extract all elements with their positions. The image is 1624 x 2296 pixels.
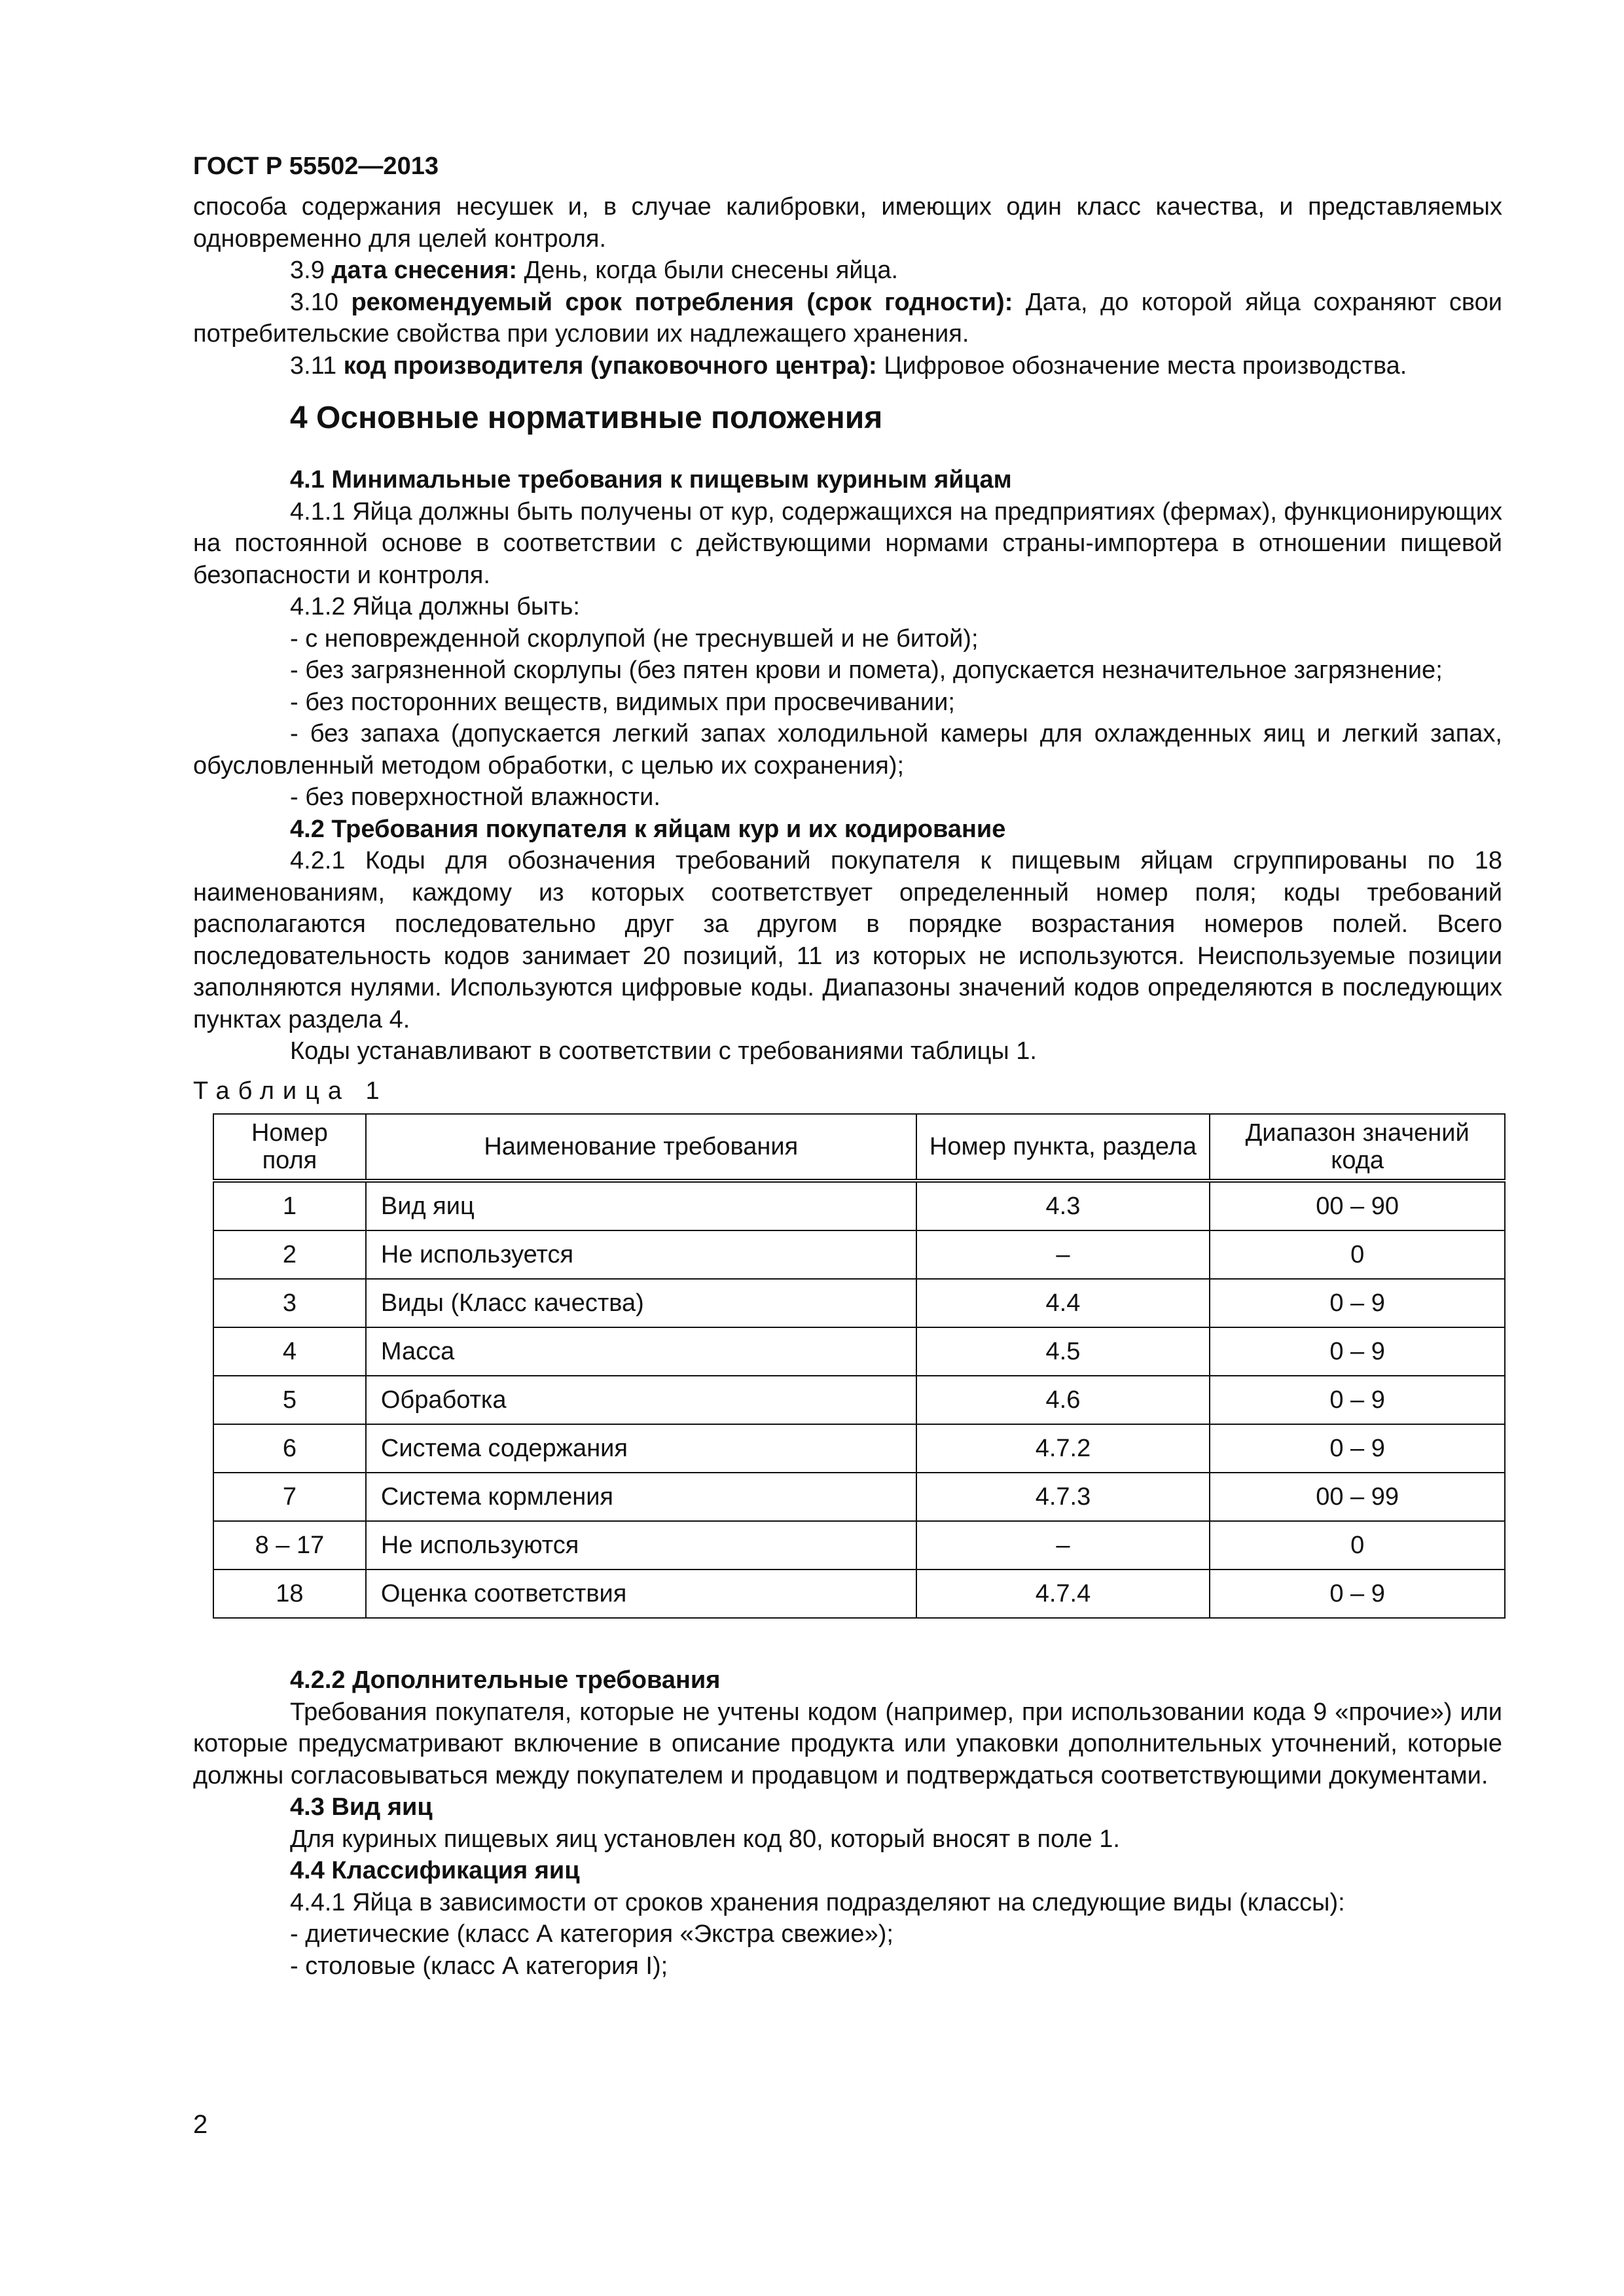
table-cell: 00 – 99 bbox=[1210, 1473, 1505, 1521]
paragraph-4-2-1-b: Коды устанавливают в соответствии с требованиями таблицы 1. bbox=[290, 1037, 1037, 1065]
section-4-3-title: 4.3 Вид яиц bbox=[290, 1793, 433, 1821]
table-row bbox=[213, 1521, 1505, 1570]
table-cell: Масса bbox=[366, 1327, 916, 1376]
requirements-table bbox=[213, 1113, 1506, 1619]
section-4-2-2-title: 4.2.2 Дополнительные требования bbox=[290, 1666, 721, 1694]
table-cell: Система содержания bbox=[366, 1424, 916, 1473]
section-4-title: 4 Основные нормативные положения bbox=[290, 401, 883, 435]
paragraph-3-10: 3.10 рекомендуемый срок потребления (срок годности): Дата, до которой яйца сохраняют свои потребительские свойства при условии их надлежащего хранения. bbox=[193, 288, 1502, 348]
paragraph-3-11: 3.11 код производителя (упаковочного центра): Цифровое обозначение места производства. bbox=[290, 351, 1407, 380]
table-row bbox=[213, 1376, 1505, 1424]
table-caption: Таблица 1 bbox=[193, 1077, 388, 1105]
table-cell: Не используется bbox=[366, 1230, 916, 1279]
table-cell: 0 – 9 bbox=[1210, 1279, 1505, 1327]
document-page bbox=[193, 151, 1502, 1982]
table-row bbox=[213, 1230, 1505, 1279]
table-header-cell: Номер поля bbox=[213, 1114, 366, 1181]
table-cell: 4.7.2 bbox=[916, 1424, 1210, 1473]
list-item: - столовые (класс А категория I); bbox=[290, 1952, 668, 1980]
paragraph-4-2-2: Требования покупателя, которые не учтены кодом (например, при использовании кода 9 «прочие») или которые предусматривают включение в описание продукта или упаковки дополнительных уточнений, которые должны согласовываться между покупателем и продавцом и подтверждаться соответствующими документами. bbox=[193, 1698, 1502, 1789]
table-cell: 0 – 9 bbox=[1210, 1570, 1505, 1618]
table-cell: 3 bbox=[213, 1279, 366, 1327]
table-cell: 4.6 bbox=[916, 1376, 1210, 1424]
paragraph-4-3: Для куриных пищевых яиц установлен код 80, который вносят в поле 1. bbox=[290, 1825, 1120, 1853]
table-row bbox=[213, 1279, 1505, 1327]
table-cell: Оценка соответствия bbox=[366, 1570, 916, 1618]
list-item: - без посторонних веществ, видимых при просвечивании; bbox=[290, 688, 955, 716]
table-cell: Не используются bbox=[366, 1521, 916, 1570]
page-number: 2 bbox=[193, 2110, 208, 2139]
table-header-cell: Номер пункта, раздела bbox=[916, 1114, 1210, 1181]
table-row bbox=[213, 1473, 1505, 1521]
table-cell: 4.7.4 bbox=[916, 1570, 1210, 1618]
table-header-cell: Диапазон значений кода bbox=[1210, 1114, 1505, 1181]
table-cell: 0 – 9 bbox=[1210, 1376, 1505, 1424]
table-header-row bbox=[213, 1114, 1505, 1181]
list-item: - диетические (класс А категория «Экстра свежие»); bbox=[290, 1920, 893, 1948]
table-row bbox=[213, 1570, 1505, 1618]
table-cell: – bbox=[916, 1521, 1210, 1570]
list-item: - без загрязненной скорлупы (без пятен крови и помета), допускается незначительное загрязнение; bbox=[290, 656, 1443, 684]
table-cell: 4.7.3 bbox=[916, 1473, 1210, 1521]
table-cell: 18 bbox=[213, 1570, 366, 1618]
table-cell: 4 bbox=[213, 1327, 366, 1376]
table-cell: Обработка bbox=[366, 1376, 916, 1424]
term-3-10: рекомендуемый срок потребления (срок годности): bbox=[351, 288, 1013, 316]
table-row bbox=[213, 1181, 1505, 1230]
table-cell: 00 – 90 bbox=[1210, 1181, 1505, 1230]
table-cell: – bbox=[916, 1230, 1210, 1279]
section-4-2-title: 4.2 Требования покупателя к яйцам кур и их кодирование bbox=[290, 815, 1006, 843]
section-4-1-title: 4.1 Минимальные требования к пищевым куриным яйцам bbox=[290, 466, 1012, 493]
paragraph-continuation: способа содержания несушек и, в случае калибровки, имеющих один класс качества, и представляемых одновременно для целей контроля. bbox=[193, 193, 1502, 253]
paragraph-3-9: 3.9 дата снесения: День, когда были снесены яйца. bbox=[290, 257, 899, 284]
document-header: ГОСТ Р 55502—2013 bbox=[193, 152, 439, 180]
table-header-cell: Наименование требования bbox=[366, 1114, 916, 1181]
table-cell: Вид яиц bbox=[366, 1181, 916, 1230]
paragraph-4-4-1: 4.4.1 Яйца в зависимости от сроков хранения подразделяют на следующие виды (классы): bbox=[290, 1888, 1345, 1916]
table-cell: Система кормления bbox=[366, 1473, 916, 1521]
table-cell: 4.3 bbox=[916, 1181, 1210, 1230]
table-cell: Виды (Класс качества) bbox=[366, 1279, 916, 1327]
list-item: - без поверхностной влажности. bbox=[290, 783, 660, 811]
table-cell: 4.5 bbox=[916, 1327, 1210, 1376]
list-item: - без запаха (допускается легкий запах холодильной камеры для охлажденных яиц и легкий запах, обусловленный методом обработки, с целью их сохранения); bbox=[193, 720, 1502, 780]
paragraph-4-2-1: 4.2.1 Коды для обозначения требований покупателя к пищевым яйцам сгруппированы по 18 наименованиям, каждому из которых соответствует определенный номер поля; коды требований располагаются последовательно друг за другом в порядке возрастания номеров полей. Всего последовательность кодов занимает 20 позиций, 11 из которых не используются. Неиспользуемые позиции заполняются нулями. Используются цифровые коды. Диапазоны значений кодов определяются в последующих пунктах раздела 4. bbox=[193, 847, 1502, 1033]
section-4-4-title: 4.4 Классификация яиц bbox=[290, 1857, 580, 1884]
term-3-9: дата снесения: bbox=[331, 257, 518, 284]
table-cell: 7 bbox=[213, 1473, 366, 1521]
table-cell: 0 bbox=[1210, 1521, 1505, 1570]
paragraph-4-1-2: 4.1.2 Яйца должны быть: bbox=[290, 593, 580, 620]
table-row bbox=[213, 1327, 1505, 1376]
table-cell: 0 – 9 bbox=[1210, 1327, 1505, 1376]
table-cell: 8 – 17 bbox=[213, 1521, 366, 1570]
table-cell: 2 bbox=[213, 1230, 366, 1279]
paragraph-4-1-1: 4.1.1 Яйца должны быть получены от кур, содержащихся на предприятиях (фермах), функционирующих на постоянной основе в соответствии с действующими нормами страны-импортера в отношении пищевой безопасности и контроля. bbox=[193, 497, 1502, 589]
table-cell: 4.4 bbox=[916, 1279, 1210, 1327]
table-cell: 5 bbox=[213, 1376, 366, 1424]
spacer bbox=[193, 1619, 1502, 1664]
table-cell: 1 bbox=[213, 1181, 366, 1230]
table-cell: 0 – 9 bbox=[1210, 1424, 1505, 1473]
table-row bbox=[213, 1424, 1505, 1473]
table-cell: 6 bbox=[213, 1424, 366, 1473]
term-3-11: код производителя (упаковочного центра): bbox=[343, 351, 877, 380]
table-cell: 0 bbox=[1210, 1230, 1505, 1279]
list-item: - с неповрежденной скорлупой (не треснувшей и не битой); bbox=[290, 624, 979, 653]
